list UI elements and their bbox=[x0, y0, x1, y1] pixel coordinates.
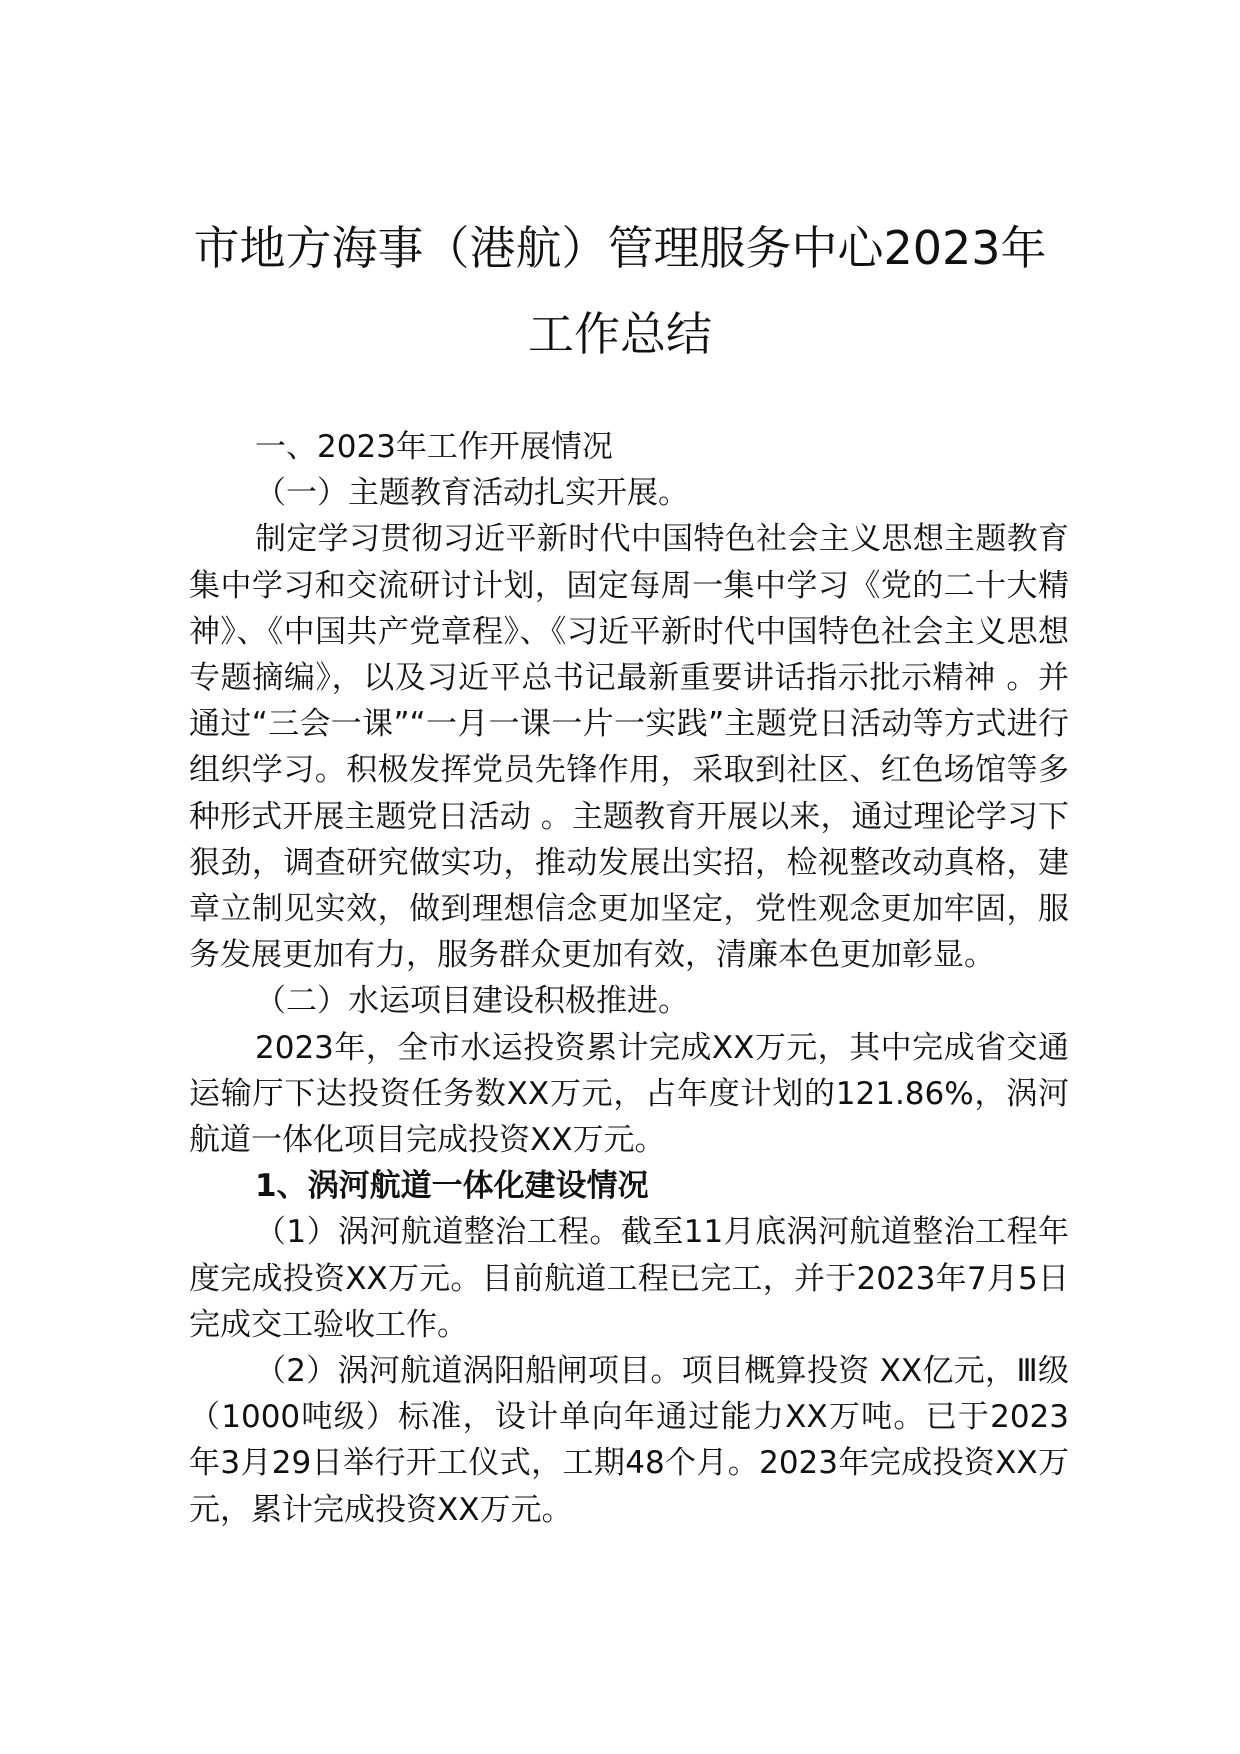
section-heading: 一、2023年工作开展情况 bbox=[255, 429, 613, 465]
item-heading: 1、涡河航道一体化建设情况 bbox=[255, 1168, 649, 1205]
body-paragraph: 2023年，全市水运投资累计完成XX万元，其中完成省交通运输厅下达投资任务数XX万元，占年度计划的121.86%，涡河航道一体化项目完成投资XX万元。 bbox=[189, 1029, 1069, 1159]
body-paragraph: （2）涡河航道涡阳船闸项目。项目概算投资 XX亿元，Ⅲ级（1000吨级）标准，设计单向年通过能力XX万吨。已于2023年3月29日举行开工仪式，工期48个月。2023年完成投资XX万元，累计完成投资XX万元。 bbox=[189, 1353, 1069, 1528]
document-title-line1: 市地方海事（港航）管理服务中心2023年 bbox=[193, 221, 1047, 275]
body-paragraph: 制定学习贯彻习近平新时代中国特色社会主义思想主题教育集中学习和交流研讨计划，固定每周一集中学习《党的二十大精神》、《中国共产党章程》、《习近平新时代中国特色社会主义思想专题摘编》，以及习近平总书记最新重要讲话指示批示精神 。并通过“三会一课”“一月一课一片一实践”主题党日活动等方式进行组织学习。积极发挥党员先锋作用，采取到社区、红色场馆等多种形式开展主题党日活动 。主题教育开展以来，通过理论学习下狠劲，调查研究做实功，推动发展出实招，检视整改动真格，建章立制见实效，做到理想信念更加坚定，党性观念更加牢固，服务发展更加有力，服务群众更加有效，清廉本色更加彰显。 bbox=[189, 521, 1069, 974]
body-paragraph: （1）涡河航道整治工程。截至11月底涡河航道整治工程年度完成投资XX万元。目前航道工程已完工，并于2023年7月5日完成交工验收工作。 bbox=[189, 1214, 1069, 1343]
document-body bbox=[189, 424, 1069, 1533]
subsection-heading: （二）水运项目建设积极推进。 bbox=[255, 983, 689, 1020]
subsection-heading: （一）主题教育活动扎实开展。 bbox=[255, 475, 689, 512]
document-title-line2: 工作总结 bbox=[528, 307, 712, 361]
